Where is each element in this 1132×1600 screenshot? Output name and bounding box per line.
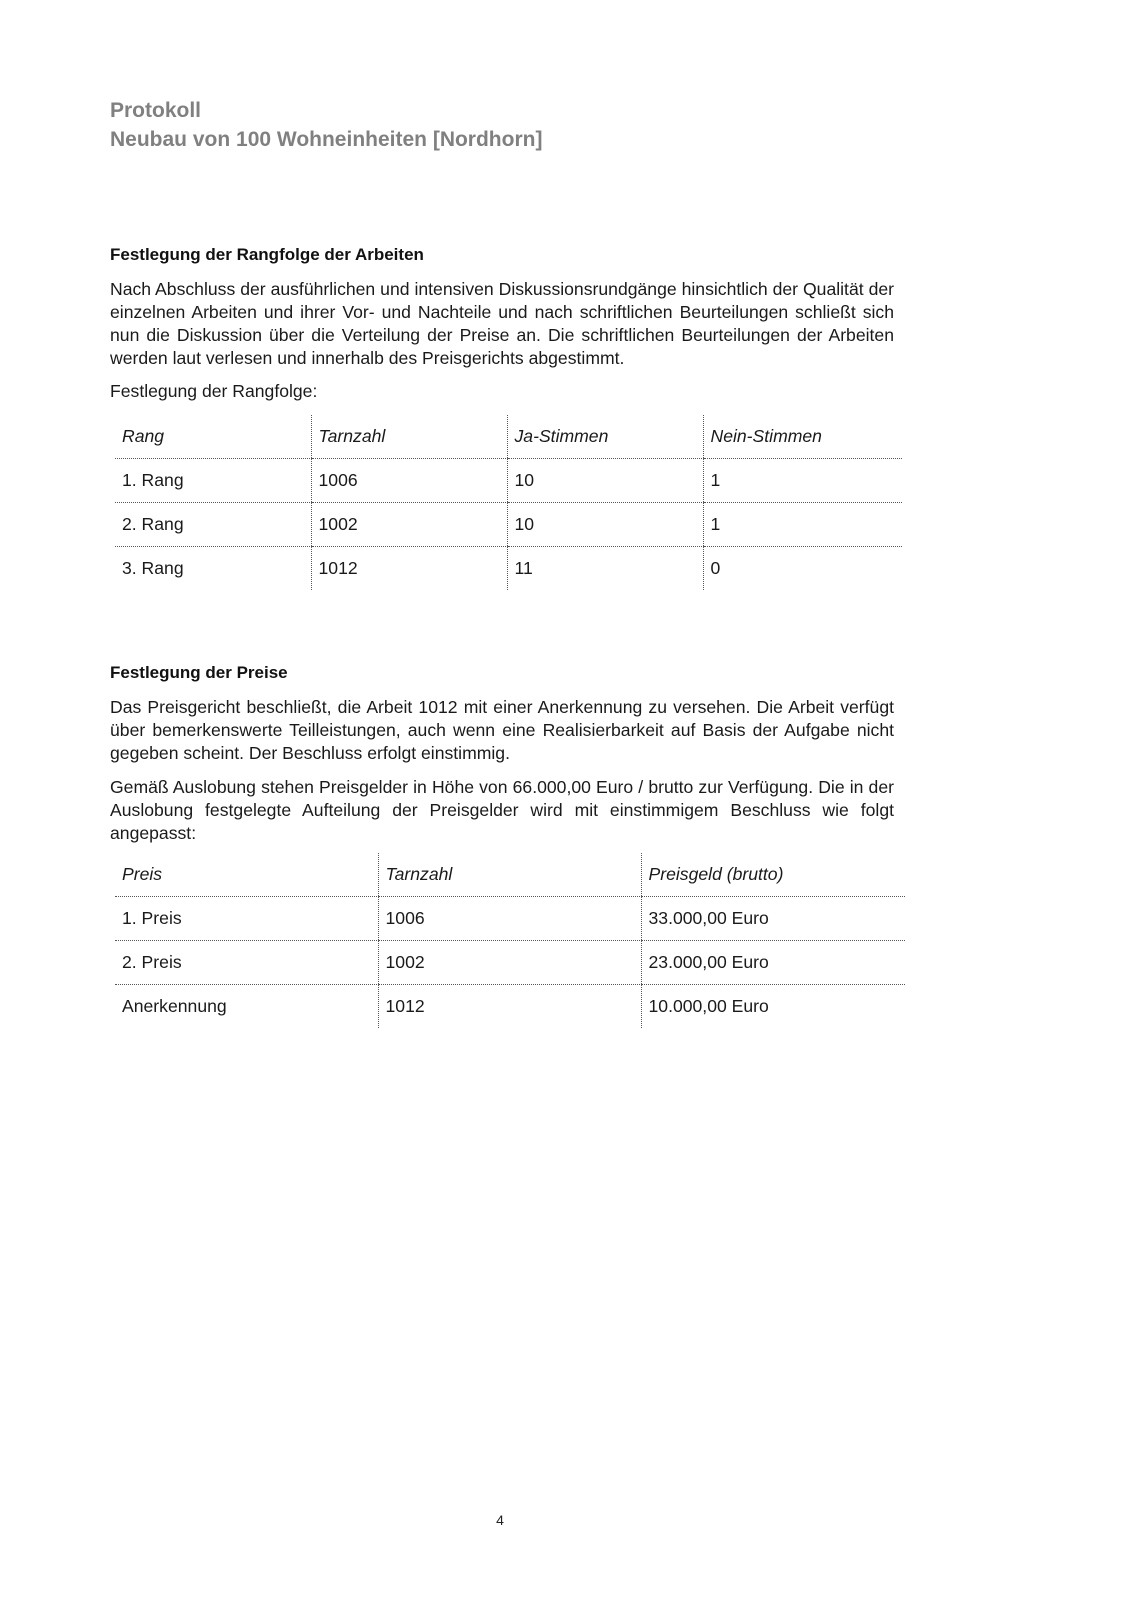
table-cell: 1012 bbox=[378, 985, 641, 1029]
table-cell: 10 bbox=[507, 503, 703, 547]
table-cell: 10 bbox=[507, 459, 703, 503]
table-row bbox=[115, 547, 902, 591]
table-cell: 23.000,00 Euro bbox=[641, 941, 905, 985]
table-cell: 1 bbox=[703, 459, 902, 503]
rangfolge-table bbox=[115, 415, 902, 590]
table-cell: 0 bbox=[703, 547, 902, 591]
table-cell: 1006 bbox=[311, 459, 507, 503]
section-preise-paragraph-1: Das Preisgericht beschließt, die Arbeit 1012 mit einer Anerkennung zu versehen. Die Arbeit verfügt über bemerkenswerte Teilleistungen, auch wenn eine Realisierbarkeit auf Basis der Aufgabe nicht gegeben scheint. Der Beschluss erfolgt einstimmig. bbox=[110, 697, 894, 763]
section-heading-preise: Festlegung der Preise bbox=[110, 663, 288, 682]
table-row bbox=[115, 941, 905, 985]
column-header: Ja-Stimmen bbox=[507, 415, 703, 459]
table-row bbox=[115, 503, 902, 547]
column-header: Preisgeld (brutto) bbox=[641, 853, 905, 897]
section-preise-paragraph-2: Gemäß Auslobung stehen Preisgelder in Höhe von 66.000,00 Euro / brutto zur Verfügung. Die in der Auslobung festgelegte Aufteilung der Preisgelder wird mit einstimmigem Beschluss wie folgt angepasst: bbox=[110, 777, 894, 843]
table-cell: 1. Preis bbox=[115, 897, 378, 941]
table-cell: 33.000,00 Euro bbox=[641, 897, 905, 941]
column-header: Nein-Stimmen bbox=[703, 415, 902, 459]
table-row bbox=[115, 985, 905, 1029]
table-cell: 1012 bbox=[311, 547, 507, 591]
table-cell: 1002 bbox=[378, 941, 641, 985]
table-header-row bbox=[115, 415, 902, 459]
table-cell: Anerkennung bbox=[122, 996, 227, 1016]
table-cell: 3. Rang bbox=[122, 558, 184, 578]
table-row bbox=[115, 459, 902, 503]
column-header: Tarnzahl bbox=[311, 415, 507, 459]
table-cell: 2. Rang bbox=[115, 503, 311, 547]
section-rangfolge-paragraph: Nach Abschluss der ausführlichen und intensiven Diskussionsrundgänge hinsichtlich der Qualität der einzelnen Arbeiten und ihrer Vor- und Nachteile und nach schriftlichen Beurteilungen schließt sich nun die Diskussion über die Verteilung der Preise an. Die schriftlichen Beurteilungen der Arbeiten werden laut verlesen und innerhalb des Preisgerichts abgestimmt. bbox=[110, 279, 894, 368]
section-heading-rangfolge: Festlegung der Rangfolge der Arbeiten bbox=[110, 245, 424, 264]
table-cell: 1 bbox=[703, 503, 902, 547]
preise-table bbox=[115, 853, 905, 1028]
table-header-row bbox=[115, 853, 905, 897]
table-cell: 1002 bbox=[311, 503, 507, 547]
column-header: Tarnzahl bbox=[378, 853, 641, 897]
document-subtitle: Neubau von 100 Wohneinheiten [Nordhorn] bbox=[110, 128, 543, 151]
column-header: Rang bbox=[115, 415, 311, 459]
table-cell: 2. Preis bbox=[115, 941, 378, 985]
table-cell: 11 bbox=[507, 547, 703, 591]
table-cell: 1006 bbox=[378, 897, 641, 941]
page-number: 4 bbox=[496, 1512, 504, 1528]
table-cell: 1. Rang bbox=[115, 459, 311, 503]
column-header: Preis bbox=[115, 853, 378, 897]
table-row bbox=[115, 897, 905, 941]
rangfolge-table-intro: Festlegung der Rangfolge: bbox=[110, 381, 318, 401]
table-cell: 10.000,00 Euro bbox=[641, 985, 905, 1029]
document-title: Protokoll bbox=[110, 99, 202, 122]
document-header bbox=[110, 96, 542, 154]
